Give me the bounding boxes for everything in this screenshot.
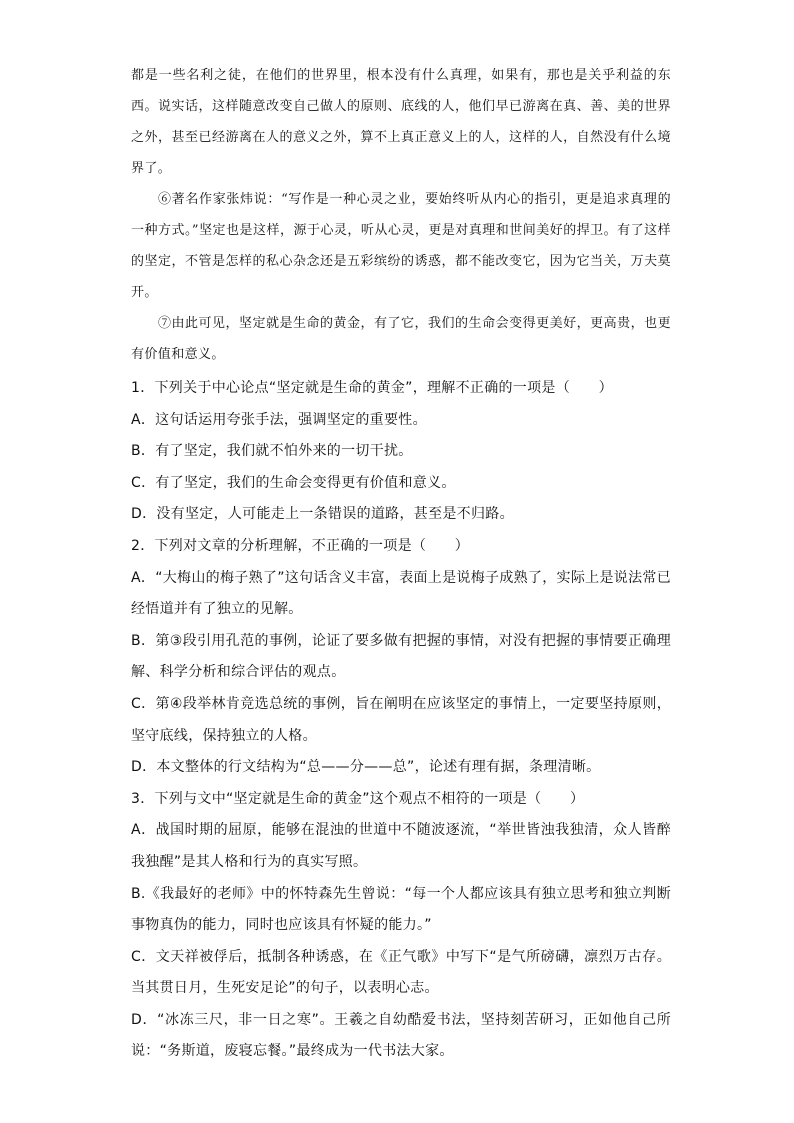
question-stem: 1．下列关于中心论点“坚定就是生命的黄金”，理解不正确的一项是（ ） [131,380,613,396]
option-c: C．文天祥被俘后，抵制各种诱惑，在《正气歌》中写下“是气所磅礴，凛烈万古存。当其贯日月，生死安足论”的句子，以表明心志。 [131,948,671,997]
option-d: D．没有坚定，人可能走上一条错误的道路，甚至是不归路。 [131,506,514,523]
option-b: B.《我最好的老师》中的怀特森先生曾说：“每一个人都应该具有独立思考和独立判断事物真伪的能力，同时也应该具有怀疑的能力。” [131,885,671,934]
option-d: D．“冰冻三尺，非一日之寒”。王羲之自幼酷爱书法，坚持刻苦研习，正如他自己所说：“务斯道，废寝忘餐。”最终成为一代书法大家。 [131,1011,671,1060]
question-2 [131,531,671,784]
passage-paragraph: ⑦由此可见，坚定就是生命的黄金，有了它，我们的生命会变得更美好，更高贵，也更有价值和意义。 [131,316,671,362]
option-c: C．第④段举林肯竞选总统的事例，旨在阐明在应该坚定的事情上，一定要坚持原则，坚守底线，保持独立的人格。 [131,695,671,744]
passage-paragraph: 都是一些名利之徒，在他们的世界里，根本没有什么真理，如果有，那也是关乎利益的东西。说实话，这样随意改变自己做人的原则、底线的人，他们早已游离在真、善、美的世界之外，甚至已经游离在人的意义之外，算不上真正意义上的人，这样的人，自然没有什么境界了。 [131,68,671,176]
question-3 [131,784,671,1068]
reading-passage [131,60,671,370]
option-c: C．有了坚定，我们的生命会变得更有价值和意义。 [131,474,456,491]
question-list [131,373,671,1068]
option-a: A．这句话运用夸张手法，强调坚定的重要性。 [131,411,427,428]
option-b: B．第③段引用孔范的事例，论证了要多做有把握的事情，对没有把握的事情要正确理解、科学分析和综合评估的观点。 [131,632,671,681]
option-a: A．战国时期的屈原，能够在混浊的世道中不随波逐流，“举世皆浊我独清，众人皆醉我独醒”是其人格和行为的真实写照。 [131,822,671,870]
question-1 [131,373,671,531]
option-d: D．本文整体的行文结构为“总——分——总”，论述有理有据，条理清晰。 [131,759,601,776]
option-a: A．“大梅山的梅子熟了”这句话含义丰富，表面上是说梅子成熟了，实际上是说法常已经悟道并有了独立的见解。 [131,569,671,618]
question-stem: 2．下列对文章的分析理解，不正确的一项是（ ） [131,537,470,554]
question-stem: 3．下列与文中“坚定就是生命的黄金”这个观点不相符的一项是（ ） [131,790,585,807]
option-b: B．有了坚定，我们就不怕外来的一切干扰。 [131,443,413,460]
passage-paragraph: ⑥著名作家张炜说：“写作是一种心灵之业，要始终听从内心的指引，更是追求真理的一种方式。”坚定也是这样，源于心灵，听从心灵，更是对真理和世间美好的捍卫。有了这样的坚定，不管是怎样的私心杂念还是五彩缤纷的诱惑，都不能改变它，因为它当关，万夫莫开。 [131,192,671,300]
